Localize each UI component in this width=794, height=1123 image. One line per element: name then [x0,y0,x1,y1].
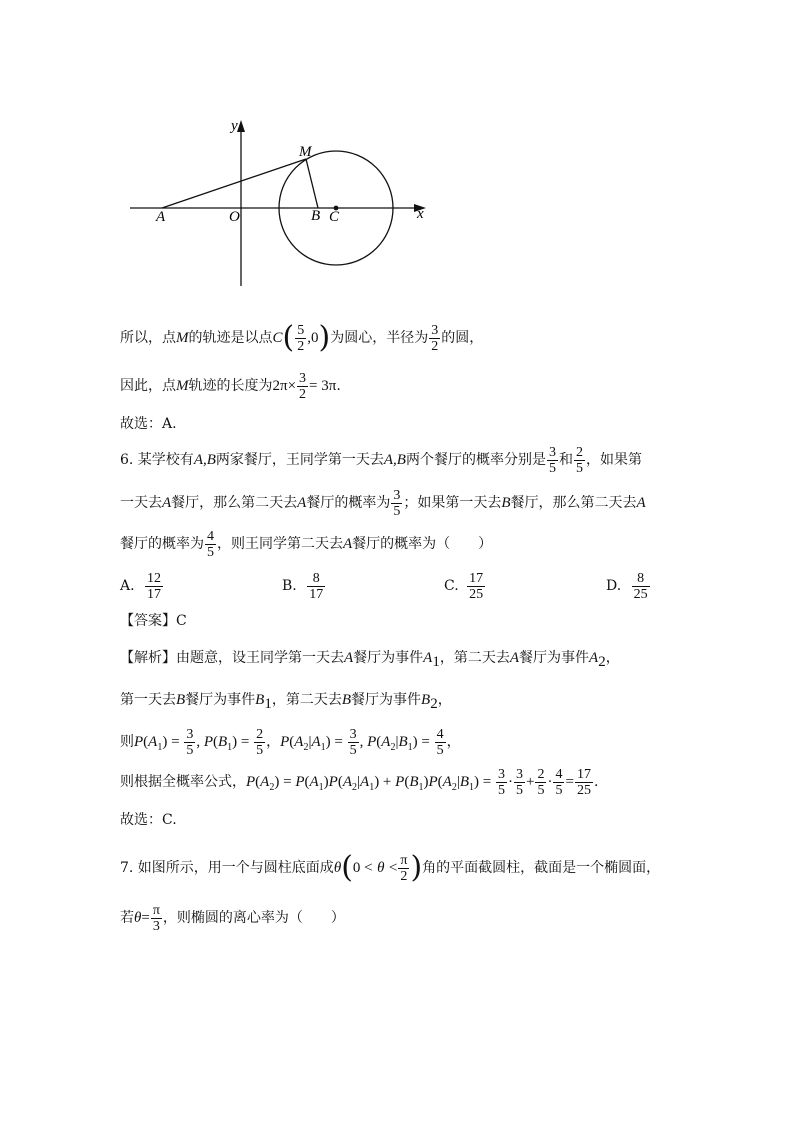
label-x: x [417,206,424,222]
text: 和 [558,452,573,468]
numerator: 3 [548,444,556,460]
choose-c: 故选：C. [120,812,177,828]
math: < [388,860,398,876]
numerator: π [152,902,160,918]
option-b[interactable] [282,566,326,606]
numerator: 4 [207,528,214,544]
denominator: 2 [299,386,307,402]
var: A,B [193,452,216,468]
paren-open: ( [282,320,295,355]
paren-open: ( [341,850,353,885]
text: 若 [120,910,134,926]
text: 因此，点 [120,378,176,394]
var-theta: θ [333,860,342,876]
text: 餐厅的概率为 [306,495,391,511]
denominator: 5 [207,544,214,560]
numerator: 8 [632,571,650,587]
event: B [421,692,431,708]
label-m: M [299,144,312,160]
var: A [343,536,353,552]
label-o: O [229,209,240,225]
q6-line3 [120,524,492,564]
q7-line1 [120,846,660,890]
q6-line1 [120,440,642,480]
option-a[interactable] [120,566,164,606]
text: 餐厅为事件 [185,692,256,708]
var: B [341,692,352,708]
fraction [429,323,440,354]
option-label: A. [120,578,135,594]
var: A [297,495,307,511]
locus-statement [120,318,483,358]
fraction [307,571,325,602]
text: 6. 某学校有 [120,452,194,468]
q6-line2 [120,483,646,523]
var: B [501,495,511,511]
text: 角的平面截圆柱，截面是一个椭圆面， [422,860,661,876]
option-label: D. [606,578,622,594]
fraction [632,571,650,602]
numerator: 12 [147,570,162,586]
text: 第一天去 [120,692,176,708]
var: B [176,692,186,708]
text: 餐厅为事件 [519,650,590,666]
q7-line2 [120,898,345,938]
denominator: 5 [548,460,556,476]
numerator: 17 [469,570,484,586]
text: ，则王同学第二天去 [217,536,343,552]
analysis-line1: 【解析】由题意，设王同学第一天去A餐厅为事件$A_1$，第二天去A餐厅为事件$A_2$， [120,650,620,670]
var: A [162,495,172,511]
numerator: 3 [431,322,439,338]
denominator: 17 [309,586,324,602]
var: A [344,650,354,666]
answer: 【答案】C [120,613,187,629]
denominator: 3 [152,918,160,934]
label-c: C [329,209,340,225]
var-theta: θ [134,910,142,926]
fraction [547,445,558,476]
choose-a: 故选：A. [120,416,177,432]
denominator: 2 [400,868,408,884]
numerator: 3 [393,487,401,503]
event: A [589,650,599,666]
numerator: 8 [307,571,325,587]
fraction [145,571,163,602]
analysis-line4: 则根据全概率公式，$P(A_2) = P(A_1)P(A_2|A_1) + P(B_1)P(A_2|B_1)$ = $\frac{3}{5}$ · $\frac{3}{5}$ + $\frac{2}{5}$ · $\frac{4}{5}$ = $\frac{17}{25}$ . [120,766,599,798]
y-axis-arrow [237,120,245,132]
fraction: $\frac{4}{5}$ [555,766,563,798]
var: A,B [383,452,406,468]
text: 两家餐厅，王同学第一天去 [215,452,384,468]
text: 的圆， [441,330,484,346]
analysis-line3: 则$P(A_1)$ = $\frac{3}{5}$ , $P(B_1)$ = $\frac{2}{5}$ ，$P(A_2|A_1)$ = $\frac{3}{5}$ , $P(A_2|B_1)$ = $\frac{4}{5}$ ， [120,726,461,758]
option-d[interactable] [606,566,651,606]
var-m: M [176,330,189,346]
text: 所以，点 [120,330,176,346]
text: 两个餐厅的概率分别是 [405,452,546,468]
fraction: $\frac{2}{5}$ [256,726,264,758]
var-c: C [272,330,283,346]
segment-mb [306,159,318,208]
var: A [509,650,520,666]
fraction: $\frac{4}{5}$ [436,726,444,758]
label-y: y [231,118,238,134]
text: 餐厅，那么第二天去 [171,495,298,511]
text: ，则椭圆的离心率为（ ） [162,910,345,926]
analysis-head: 【解析】 [120,650,176,666]
text: 由题意，设王同学第一天去 [176,650,344,666]
var: A [636,495,646,511]
text: 为圆心，半径为 [330,330,429,346]
label-b: B [311,208,321,224]
option-label: C. [444,578,459,594]
text: 则根据全概率公式， [120,774,246,790]
var-theta: θ [377,860,385,876]
numerator: 2 [575,444,583,460]
denominator: 25 [633,586,648,602]
text: 餐厅的概率为（ ） [352,536,493,552]
fraction: $\frac{3}{5}$ [186,726,194,758]
text: ；如果第一天去 [403,495,502,511]
fraction: $\frac{3}{5}$ [516,766,523,798]
text: ，第二天去 [439,650,510,666]
text: 一天去 [120,495,162,511]
analysis-line2: 第一天去B餐厅为事件$B_1$，第二天去B餐厅为事件$B_2$， [120,692,452,712]
fraction [398,853,409,884]
numerator: 3 [299,370,307,386]
denominator: 5 [575,460,583,476]
event: A [423,650,433,666]
fraction [205,529,216,560]
text: 餐厅，那么第二天去 [510,495,637,511]
text: 餐厅的概率为 [120,536,204,552]
var-m: M [176,378,189,394]
text: 7. 如图所示，用一个与圆柱底面成 [120,860,334,876]
text: ，如果第 [585,452,642,468]
text: ， [437,692,452,708]
text: 轨迹的长度为 [188,378,273,394]
text: 餐厅为事件 [351,692,422,708]
numerator: π [400,852,408,868]
fraction [467,571,485,602]
text: . [336,378,341,394]
math: = [141,910,150,926]
fraction: $\frac{3}{5}$ [498,766,505,798]
length-statement [120,368,341,404]
fraction [391,488,402,519]
paren-close: ) [318,320,331,355]
geometry-figure [120,110,440,295]
math: 2π× [272,378,297,394]
denominator: 17 [147,586,162,602]
option-c[interactable] [444,566,486,606]
denominator: 2 [431,338,439,354]
paren-close: ) [410,850,423,885]
fraction: $\frac{2}{5}$ [537,766,545,798]
denominator: 5 [393,503,401,519]
text: 的轨迹是以点 [188,330,273,346]
fraction [151,903,162,934]
fraction: $\frac{3}{5}$ [349,726,357,758]
text: ，第二天去 [271,692,342,708]
numerator: 5 [297,322,305,338]
option-label: B. [282,578,297,594]
event: B [255,692,265,708]
fraction [297,371,308,402]
coord-zero: ,0 [307,330,319,346]
math: = 3π [309,378,337,394]
denominator: 2 [297,338,305,354]
label-a: A [156,209,166,225]
fraction [295,323,306,354]
denominator: 25 [469,586,484,602]
math: 0 < [352,860,373,876]
fraction: $\frac{17}{25}$ [576,766,591,798]
fraction [574,445,585,476]
text: 餐厅为事件 [353,650,424,666]
text: 则 [120,734,134,750]
